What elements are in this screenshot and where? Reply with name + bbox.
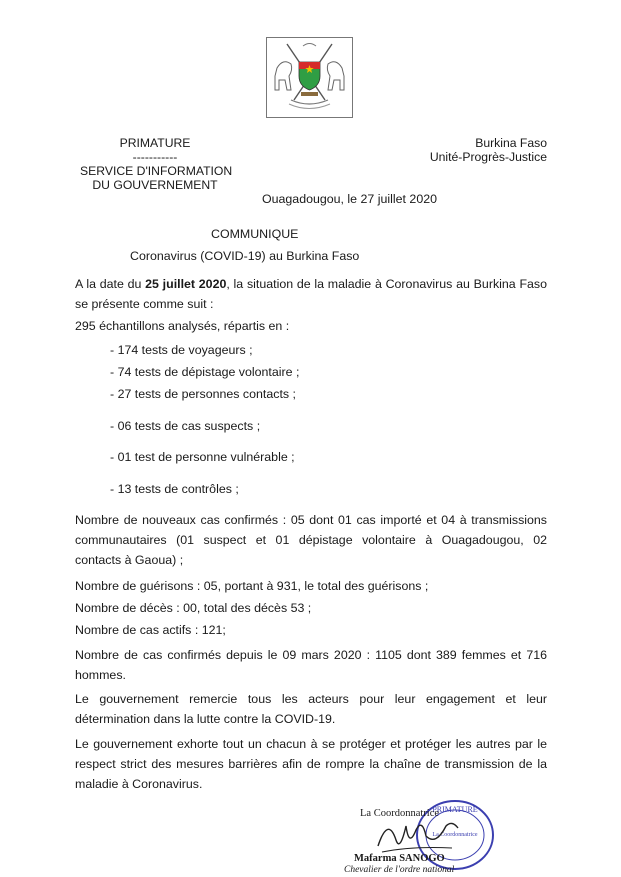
coat-of-arms-icon bbox=[267, 38, 352, 117]
exhort-line: Le gouvernement exhorte tout un chacun à se protéger et protéger les autres par le bbox=[75, 737, 547, 751]
issuer-separator: ----------- bbox=[132, 150, 178, 164]
country-motto: Unité-Progrès-Justice bbox=[429, 150, 547, 164]
new-cases-line: contacts à Gaoua) ; bbox=[75, 553, 184, 567]
list-item: - 13 tests de contrôles ; bbox=[110, 482, 239, 496]
thanks-line: détermination dans la lutte contre la COVID-19. bbox=[75, 712, 336, 726]
deaths-line: Nombre de décès : 00, total des décès 53 ; bbox=[75, 601, 312, 615]
intro-paragraph bbox=[75, 274, 547, 314]
signatory-distinction: Chevalier de l'ordre national bbox=[344, 865, 455, 875]
document-heading: COMMUNIQUE bbox=[211, 227, 299, 241]
signatory-name: Mafarma SANOGO bbox=[354, 853, 445, 864]
list-item: - 06 tests de cas suspects ; bbox=[110, 419, 261, 433]
new-cases-paragraph bbox=[75, 510, 547, 570]
country-name: Burkina Faso bbox=[475, 136, 547, 150]
signatory-title: La Coordonnatrice bbox=[360, 808, 440, 819]
exhort-paragraph bbox=[75, 734, 547, 794]
new-cases-line: Nombre de nouveaux cas confirmés : 05 dont 01 cas importé et 04 à transmissions bbox=[75, 513, 547, 527]
new-cases-line: communautaires (01 suspect et 01 dépistage volontaire à Ouagadougou, 02 bbox=[75, 533, 547, 547]
list-item: - 01 test de personne vulnérable ; bbox=[110, 450, 295, 464]
country-block bbox=[420, 136, 547, 164]
intro-rest: , la situation de la maladie à Coronavirus au Burkina Faso bbox=[226, 277, 547, 291]
thanks-line: Le gouvernement remercie tous les acteurs pour leur engagement et leur bbox=[75, 692, 547, 706]
samples-title: 295 échantillons analysés, répartis en : bbox=[75, 319, 290, 333]
place-date: Ouagadougou, le 27 juillet 2020 bbox=[262, 192, 437, 206]
recoveries-line: Nombre de guérisons : 05, portant à 931, le total des guérisons ; bbox=[75, 579, 429, 593]
coat-of-arms bbox=[266, 37, 353, 118]
confirmed-cases-paragraph bbox=[75, 645, 547, 685]
intro-prefix: A la date du bbox=[75, 277, 146, 291]
active-cases-line: Nombre de cas actifs : 121; bbox=[75, 623, 226, 637]
issuer-line-service: SERVICE D'INFORMATION bbox=[80, 164, 233, 178]
thanks-paragraph bbox=[75, 689, 547, 729]
issuer-line-primature: PRIMATURE bbox=[119, 136, 191, 150]
list-item: - 174 tests de voyageurs ; bbox=[110, 343, 253, 357]
stamp-text-center: La Coordonnatrice bbox=[432, 832, 478, 838]
exhort-line: respect strict des mesures barrières afin de rompre la chaîne de transmission de la bbox=[75, 757, 547, 771]
stamp-text-top: PRIMATURE bbox=[432, 805, 478, 814]
issuer-block bbox=[80, 136, 233, 192]
intro-line-2: se présente comme suit : bbox=[75, 297, 214, 311]
intro-line-1 bbox=[75, 274, 547, 294]
intro-date: 25 juillet 2020 bbox=[145, 277, 227, 291]
issuer-line-gouvernement: DU GOUVERNEMENT bbox=[92, 178, 218, 192]
document-subject: Coronavirus (COVID-19) au Burkina Faso bbox=[130, 249, 360, 263]
list-item: - 74 tests de dépistage volontaire ; bbox=[110, 365, 300, 379]
confirmed-line: Nombre de cas confirmés depuis le 09 mars 2020 : 1105 dont 389 femmes et 716 bbox=[75, 648, 547, 662]
confirmed-line: hommes. bbox=[75, 668, 126, 682]
exhort-line: maladie à Coronavirus. bbox=[75, 777, 203, 791]
list-item: - 27 tests de personnes contacts ; bbox=[110, 387, 296, 401]
